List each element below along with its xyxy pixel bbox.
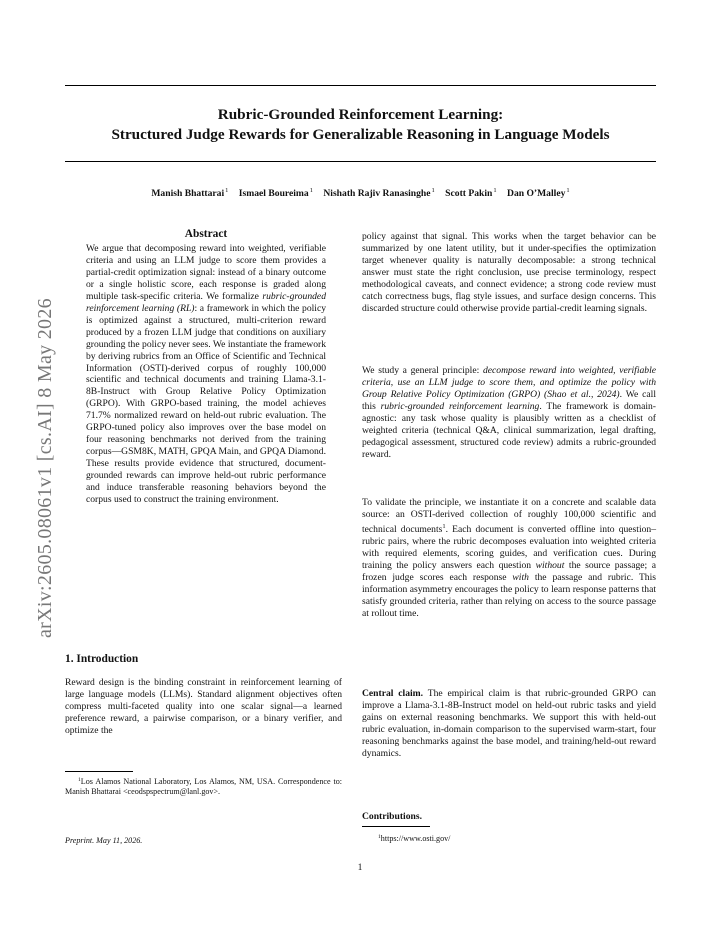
author: Dan O’Malley$^1$ xyxy=(507,187,570,199)
intro-paragraph: To validate the principle, we instantiate it on a concrete and scalable data source: an OSTI-derived collection of roughly 100,000 scientific and technical documents$^1$. Each document is converted offline into question–rubric pairs, where the rubric decomposes evaluation into weighted criteria with required elements, scoring guides, and verification cues. During training the policy answers each question without the source passage; a frozen judge scores each response with the passage and rubric. This information asymmetry encourages the policy to learn response patterns that satisfy grounded criteria, rather than relying on access to the source passage at rollout time. xyxy=(362,497,657,619)
author-list xyxy=(65,187,656,199)
intro-paragraph: We study a general principle: decompose reward into weighted, verifiable criteria, use an LLM judge to score them, and optimize the policy with Group Relative Policy Optimization (GRPO) (Shao et al., 2024). We call this rubric-grounded reinforcement learning. The framework is domain-agnostic: any task whose quality is plausibly written as a checklist of weighted criteria (technical Q&A, clinical summarization, legal drafting, pedagogical assessment, structured code review) admits a rubric-grounded reward. xyxy=(362,365,656,460)
central-claim-paragraph: Central claim. The empirical claim is that rubric-grounded GRPO can improve a Llama-3.1-8B-Instruct model on held-out rubric tasks and yield gains on external reasoning benchmarks. We support this with held-out rubric evaluation, in-domain comparison to the supervised warm-start, four reasoning benchmarks against the base model, and training/held-out reward dynamics. xyxy=(362,688,656,759)
osti-link[interactable]: https://www.osti.gov/ xyxy=(380,834,451,843)
section-heading-introduction: 1. Introduction xyxy=(65,653,139,665)
intro-paragraph: policy against that signal. This works when the target behavior can be summarized by one latent utility, but it under-specifies the optimization target whenever quality is naturally decomposable: a strong technical answer must state the right conclusion, use precise terminology, respect methodological caveats, and connect evidence; a strong code review must catch correctness bugs, flag style issues, and surface design concerns. This discarded structure could otherwise provide partial-credit learning signals. xyxy=(362,231,656,314)
preprint-date: Preprint. May 11, 2026. xyxy=(65,836,143,845)
page-number: 1 xyxy=(357,862,363,873)
title-rule-top xyxy=(65,85,656,86)
author: Nishath Rajiv Ranasinghe$^1$ xyxy=(323,187,435,199)
osti-footnote: $^1$https://www.osti.gov/ xyxy=(378,834,451,843)
abstract-heading: Abstract xyxy=(184,228,228,240)
footnote-rule xyxy=(65,771,133,772)
abstract-body: We argue that decomposing reward into weighted, verifiable criteria and using an LLM judge to score them provides a partial-credit optimization signal: instead of a binary outcome or a single holistic score, each response is graded along multiple task-specific criteria. We formalize rubric-grounded reinforcement learning (RL): a framework in which the policy is optimized against a structured, multi-criterion reward produced by a frozen LLM judge that conditions on auxiliary grounding the policy never sees. We instantiate the framework by deriving rubrics from an Office of Scientific and Technical Information (OSTI)-derived corpus of roughly 100,000 scientific and technical documents and training Llama-3.1-8B-Instruct with Group Relative Policy Optimization (GRPO). With GRPO-based training, the model achieves 71.7% normalized reward on held-out rubric evaluation. The GRPO-tuned policy also improves over the base model on four reasoning benchmarks not derived from the training corpus—GSM8K, MATH, GPQA Main, and GPQA Diamond. These results provide evidence that structured, document-grounded rewards can improve held-out rubric performance and induce transferable reasoning behaviors beyond the corpus used to construct the training environment. xyxy=(86,243,326,506)
paper-title-line-2: Structured Judge Rewards for Generalizable Reasoning in Language Models xyxy=(111,126,610,143)
introduction-paragraph: Reward design is the binding constraint in reinforcement learning of large language models (LLMs). Standard alignment objectives often compress multi-faceted quality into one scalar signal—a learned preference reward, a pairwise comparison, or a binary verifier, and optimize the xyxy=(65,677,342,736)
affiliation-footnote: $^1$Los Alamos National Laboratory, Los Alamos, NM, USA. Correspondence to: Manish Bhattarai <ceodspspectrum@lanl.gov>. xyxy=(65,777,342,797)
paper-title-line-1: Rubric-Grounded Reinforcement Learning: xyxy=(217,106,504,123)
author: Ismael Boureima$^1$ xyxy=(238,187,313,199)
footnote-rule xyxy=(362,826,430,827)
author: Manish Bhattarai$^1$ xyxy=(151,187,229,199)
title-rule-bottom xyxy=(65,161,656,162)
arxiv-identifier: arXiv:2605.08061v1 [cs.AI] 8 May 2026 xyxy=(34,298,56,638)
author: Scott Pakin$^1$ xyxy=(445,187,497,199)
contributions-label: Contributions. xyxy=(362,811,422,822)
